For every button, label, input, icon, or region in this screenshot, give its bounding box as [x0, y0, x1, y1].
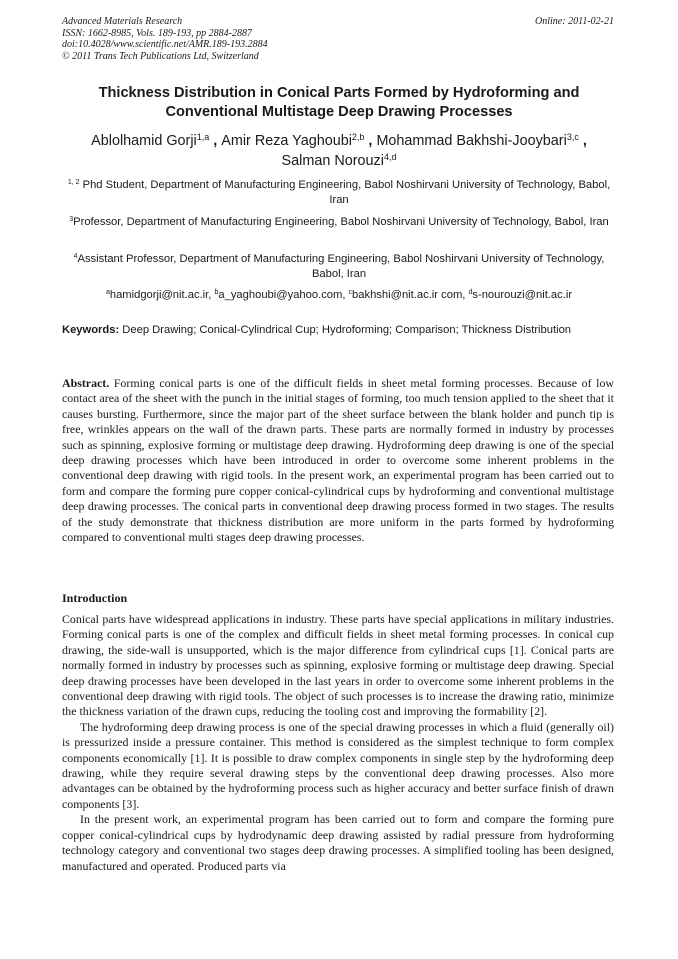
paragraph: The hydroforming deep drawing process is one of the special drawing processes in which a fluid (generally oil) is pressurized inside a pressure container. This method is considered as the simplest technique to form complex components economically [1]. It is possible to draw complex components in single step by the hydroforming deep drawing, while they require several drawing steps by the conventional deep drawing processes. Also more advantages can be obtained by the hydroforming process such as higher accuracy and better surface finish of drawn components [3]. [62, 719, 614, 811]
issn-line: ISSN: 1662-8985, Vols. 189-193, pp 2884-2887 [62, 27, 252, 39]
abstract-text: Forming conical parts is one of the difficult fields in sheet metal forming processes. Because of low contact area of the sheet with the punch in the initial stages of forming, too much tension applied to the sheet that it causes bursting. Furthermore, since the major part of the sheet surface between the blank holder and punch tip is free, wrinkles appears on the wall of the drawn parts. These parts are normally formed in industry by processes such as spinning, explosive forming or multistage deep drawing. Hydroforming deep drawing is one of the special deep drawing processes which have been introduced in order to overcome some inherent problems in the conventional deep drawing with rigid tools. In the present work, an experimental program has been carried out to form and compare the forming pure copper conical-cylindrical cups by hydroforming and conventional multistage deep drawing processes. The conical parts in conventional deep drawing process formed in two stages. The results of the study demonstrate that thickness distribution are more uniform in the parts formed by hydroforming compared to conventional multi stages deep drawing processes. [62, 376, 614, 545]
doi-line: doi:10.4028/www.scientific.net/AMR.189-193.2884 [62, 39, 268, 51]
copyright-line: © 2011 Trans Tech Publications Ltd, Switzerland [62, 50, 259, 62]
introduction-body [62, 612, 614, 874]
email-mark: c [348, 289, 353, 296]
affiliation-mark: 4 [73, 253, 78, 260]
section-heading-introduction: Introduction [62, 591, 128, 605]
author-list [58, 131, 620, 171]
affiliation-text: Assistant Professor, Department of Manufacturing Engineering, Babol Noshirvani University of Technology, Babol, Iran [77, 253, 605, 280]
affiliation-mark: 3 [69, 216, 74, 223]
email-mark: a [105, 289, 110, 296]
email-address[interactable]: s-nourouzi@nit.ac.ir [472, 289, 573, 301]
affiliation-mark: 1, 2 [67, 179, 80, 186]
author-name: Mohammad Bakhshi-Jooybari [376, 133, 567, 149]
author-affiliation-mark: 3,c [566, 132, 579, 142]
abstract [62, 376, 614, 545]
online-date: Online: 2011-02-21 [535, 16, 614, 27]
keywords-text: Deep Drawing; Conical-Cylindrical Cup; Hydroforming; Comparison; Thickness Distribution [119, 324, 572, 336]
email-address[interactable]: a_yaghoubi@yahoo.com, [218, 289, 349, 301]
paragraph: Conical parts have widespread applications in industry. These parts have special applications in military industries. Forming conical parts is one of the complex and difficult fields in sheet metal forming processes. In conical cup drawing, the side-wall is unsupported, which is the major difference from cylindrical cups [1]. Conical parts are normally formed in industry by processes such as spinning, explosive forming or multistage deep drawing. Special deep drawing processes have been developed in the last years in order to overcome some inherent problems in the conventional deep drawing with rigid tools. The object of such processes is to increase the drawing ratio, minimize the thickness variation of the drawn cups, reducing the tooling cost and improving the formability [2]. [62, 612, 614, 719]
email-address[interactable]: hamidgorji@nit.ac.ir, [109, 289, 215, 301]
author-name: Salman Norouzi [281, 153, 384, 169]
journal-header [62, 16, 614, 62]
paper-title: Thickness Distribution in Conical Parts Formed by Hydroforming and Conventional Multistage Deep Drawing Processes [98, 85, 580, 120]
email-mark: d [468, 289, 473, 296]
keywords-label: Keywords: [62, 324, 120, 336]
journal-name: Advanced Materials Research [62, 16, 183, 27]
keywords [62, 323, 614, 338]
author-separator: , [364, 133, 377, 149]
affiliation-text: Phd Student, Department of Manufacturing Engineering, Babol Noshirvani University of Technology, Babol, Iran [79, 179, 611, 206]
author-affiliation-mark: 1,a [196, 132, 210, 142]
affiliation-2 [62, 215, 616, 230]
author-name: Ablolhamid Gorji [91, 133, 197, 149]
author-affiliation-mark: 4,d [383, 152, 397, 162]
author-separator: , [209, 133, 222, 149]
author-affiliation-mark: 2,b [351, 132, 365, 142]
paragraph: In the present work, an experimental program has been carried out to form and compare the forming pure copper conical-cylindrical cups by hydrodynamic deep drawing assisted by radial pressure from hydroforming technology category and conventional two stages deep drawing processes. A simplified tooling has been designed, manufactured and operated. Produced parts via [62, 812, 614, 873]
abstract-label: Abstract. [62, 376, 110, 390]
affiliation-1 [62, 178, 616, 208]
affiliation-3 [62, 252, 616, 282]
email-list [62, 288, 616, 303]
email-address[interactable]: bakhshi@nit.ac.ir com, [352, 289, 469, 301]
author-separator: , [578, 133, 587, 149]
email-mark: b [214, 289, 219, 296]
author-name: Amir Reza Yaghoubi [221, 133, 352, 149]
affiliation-text: Professor, Department of Manufacturing Engineering, Babol Noshirvani University of Technology, Babol, Iran [73, 216, 609, 228]
